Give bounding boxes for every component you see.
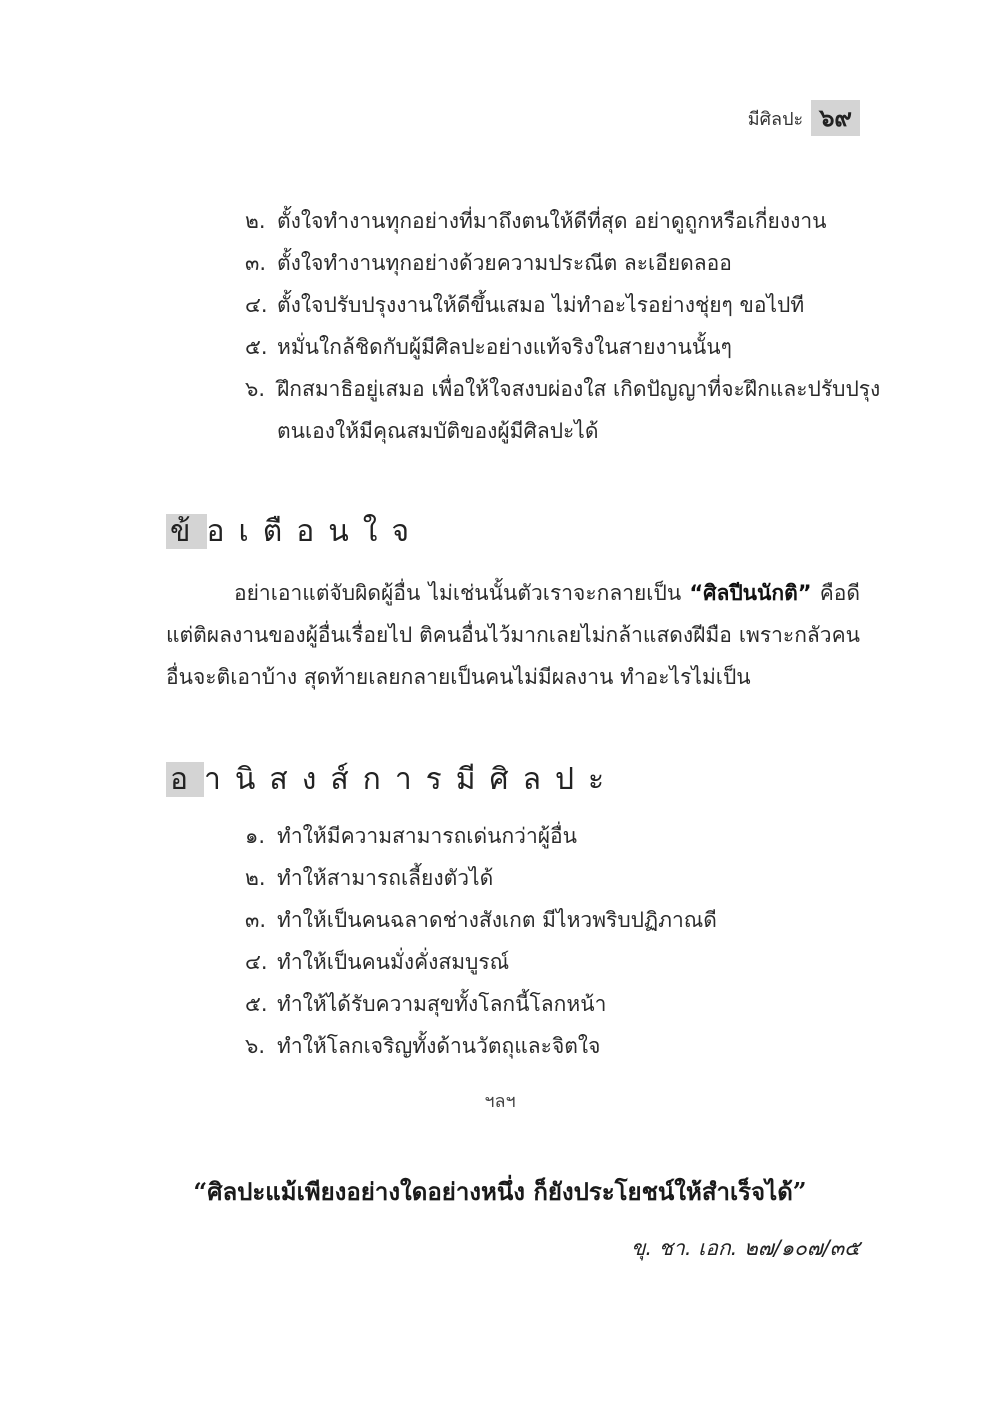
list-item: [245, 941, 865, 983]
list-number: ๖.: [245, 1034, 266, 1058]
list-text: ตั้งใจทำงานทุกอย่างที่มาถึงตนให้ดีที่สุด อย่าดูถูกหรือเกี่ยงงาน: [277, 209, 827, 233]
list-item: [245, 326, 865, 368]
page-number: ๖๙: [811, 100, 860, 136]
list-number: ๕.: [245, 992, 268, 1016]
list-number: ๒.: [245, 866, 266, 890]
list-number: ๑.: [245, 824, 266, 848]
list-number: ๓.: [245, 251, 267, 275]
section-title-benefits: [166, 758, 618, 802]
list-item: [245, 857, 865, 899]
list-item: [245, 242, 865, 284]
list-number: ๓.: [245, 908, 267, 932]
closing-quote: “ศิลปะแม้เพียงอย่างใดอย่างหนึ่ง ก็ยังประโยชน์ให้สำเร็จได้”: [193, 1177, 807, 1206]
list-text: ทำให้เป็นคนฉลาดช่างสังเกต มีไหวพริบปฏิภาณดี: [277, 908, 717, 932]
section-title-rest: อเตือนใจ: [206, 514, 424, 549]
list-text: ตั้งใจปรับปรุงงานให้ดีขึ้นเสมอ ไม่ทำอะไรอย่างชุ่ยๆ ขอไปที: [277, 293, 805, 317]
list-item: [245, 200, 865, 242]
list-item: [245, 284, 865, 326]
list-number: ๖.: [245, 377, 266, 401]
warning-paragraph: [166, 572, 860, 698]
list-text: ทำให้มีความสามารถเด่นกว่าผู้อื่น: [277, 824, 578, 848]
list-item: [245, 1025, 865, 1067]
list-text: ฝึกสมาธิอยู่เสมอ เพื่อให้ใจสงบผ่องใส เกิดปัญญาที่จะฝึกและปรับปรุง: [277, 377, 881, 401]
section-title-initial: อ: [166, 762, 204, 797]
section-title-initial: ข้: [166, 514, 207, 549]
list-item: [245, 899, 865, 941]
section-title-rest: านิสงส์การมีศิลปะ: [204, 762, 619, 797]
list-text: ทำให้เป็นคนมั่งคั่งสมบูรณ์: [277, 950, 510, 974]
benefits-list: [245, 815, 865, 1067]
running-header-title: มีศิลปะ: [747, 108, 804, 130]
paragraph-text: อย่าเอาแต่จับผิดผู้อื่น ไม่เช่นนั้นตัวเราจะกลายเป็น: [234, 581, 690, 605]
list-text: ทำให้ได้รับความสุขทั้งโลกนี้โลกหน้า: [277, 992, 607, 1016]
highlight-term: “ศิลปีนนักติ”: [689, 581, 812, 605]
ellipsis-mark: ฯลฯ: [484, 1091, 516, 1112]
list-number: ๔.: [245, 950, 268, 974]
list-text: หมั่นใกล้ชิดกับผู้มีศิลปะอย่างแท้จริงในสายงานนั้นๆ: [277, 335, 732, 359]
section-title-warning: [166, 510, 423, 554]
list-text: ตั้งใจทำงานทุกอย่างด้วยความประณีต ละเอียดลออ: [277, 251, 732, 275]
list-item: [245, 983, 865, 1025]
list-text: ทำให้สามารถเลี้ยงตัวได้: [277, 866, 494, 890]
list-item: [245, 368, 881, 452]
list-text-continuation: ตนเองให้มีคุณสมบัติของผู้มีศิลปะได้: [277, 419, 599, 443]
practices-list: [245, 200, 881, 452]
list-number: ๕.: [245, 335, 268, 359]
list-number: ๒.: [245, 209, 266, 233]
page-header: [748, 100, 860, 136]
list-text: ทำให้โลกเจริญทั้งด้านวัตถุและจิตใจ: [277, 1034, 601, 1058]
list-item: [245, 815, 865, 857]
paragraph-text-continued: คือดีแต่ติผลงานของผู้อื่นเรื่อยไป ติคนอื่นไว้มากเลยไม่กล้าแสดงฝีมือ เพราะกลัวคนอื่นจะติเอาบ้าง สุดท้ายเลยกลายเป็นคนไม่มีผลงาน ทำอะไรไม่เป็น: [166, 581, 860, 689]
quote-citation: ขุ. ชา. เอก. ๒๗/๑๐๗/๓๕: [631, 1236, 860, 1260]
list-number: ๔.: [245, 293, 268, 317]
